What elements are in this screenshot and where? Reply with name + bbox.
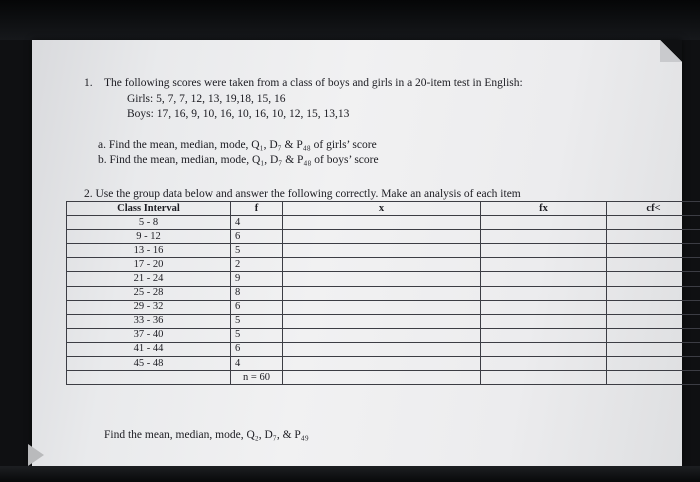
table-row [67,230,700,244]
table-row [67,216,700,230]
frequency-cell: 5 [231,244,283,258]
x-cell [283,357,481,371]
interval-cell: 13 - 16 [67,244,231,258]
interval-cell: 41 - 44 [67,342,231,356]
interval-cell: 17 - 20 [67,258,231,272]
table-row [67,300,700,314]
dark-background-top [0,0,700,40]
interval-cell: 29 - 32 [67,300,231,314]
cf-cell [607,328,700,342]
table-header-row [67,202,700,216]
interval-cell: 45 - 48 [67,357,231,371]
frequency-cell: 4 [231,216,283,230]
header-x: x [283,202,481,216]
problem-1-number: 1. [84,77,93,89]
total-row [67,371,700,385]
girls-scores: Girls: 5, 7, 7, 12, 13, 19,18, 15, 16 [127,93,286,105]
total-n-cell: n = 60 [231,371,283,385]
x-cell [283,342,481,356]
cf-cell [607,371,700,385]
frequency-cell: 9 [231,272,283,286]
grouped-data-table [66,201,700,385]
fx-cell [481,342,607,356]
x-cell [283,272,481,286]
header-cf: cf< [607,202,700,216]
interval-cell: 21 - 24 [67,272,231,286]
table-row [67,328,700,342]
final-task: Find the mean, median, mode, Q₂, D₇, & P₄₉ [104,429,309,441]
problem-2-instruction: 2. Use the group data below and answer the following correctly. Make an analysis of each item [84,188,521,200]
cf-cell [607,357,700,371]
task-a: a. Find the mean, median, mode, Q₁, D₇ & P₄₈ of girls’ score [98,139,377,151]
paper-edge-mark [28,444,44,466]
table-row [67,258,700,272]
interval-cell: 5 - 8 [67,216,231,230]
cf-cell [607,300,700,314]
boys-scores: Boys: 17, 16, 9, 10, 16, 10, 16, 10, 12, 15, 13,13 [127,108,350,120]
fx-cell [481,244,607,258]
frequency-cell: 2 [231,258,283,272]
fx-cell [481,216,607,230]
dark-background-bottom [0,466,700,482]
fx-cell [481,272,607,286]
header-f: f [231,202,283,216]
x-cell [283,328,481,342]
table-row [67,286,700,300]
header-fx: fx [481,202,607,216]
frequency-cell: 6 [231,300,283,314]
x-cell [283,286,481,300]
fx-cell [481,300,607,314]
task-b: b. Find the mean, median, mode, Q₁, D₇ & P₄₈ of boys’ score [98,154,379,166]
fx-cell [481,357,607,371]
worksheet-paper [32,40,682,466]
interval-cell: 37 - 40 [67,328,231,342]
header-class-interval: Class Interval [67,202,231,216]
problem-1-intro: The following scores were taken from a class of boys and girls in a 20-item test in English: [104,77,523,89]
interval-cell: 9 - 12 [67,230,231,244]
x-cell [283,258,481,272]
x-cell [283,244,481,258]
frequency-cell: 8 [231,286,283,300]
cf-cell [607,230,700,244]
fx-cell [481,230,607,244]
x-cell [283,230,481,244]
frequency-cell: 6 [231,230,283,244]
empty-cell [67,371,231,385]
interval-cell: 33 - 36 [67,314,231,328]
fx-cell [481,328,607,342]
cf-cell [607,286,700,300]
frequency-cell: 5 [231,314,283,328]
cf-cell [607,314,700,328]
cf-cell [607,258,700,272]
table-row [67,272,700,286]
x-cell [283,314,481,328]
fx-cell [481,314,607,328]
table-row [67,357,700,371]
x-cell [283,371,481,385]
interval-cell: 25 - 28 [67,286,231,300]
cf-cell [607,244,700,258]
fx-cell [481,258,607,272]
table-row [67,244,700,258]
x-cell [283,300,481,314]
x-cell [283,216,481,230]
cf-cell [607,342,700,356]
cf-cell [607,216,700,230]
cf-cell [607,272,700,286]
fx-cell [481,371,607,385]
table-row [67,342,700,356]
torn-corner [660,40,682,62]
frequency-cell: 5 [231,328,283,342]
frequency-cell: 4 [231,357,283,371]
fx-cell [481,286,607,300]
frequency-cell: 6 [231,342,283,356]
table-row [67,314,700,328]
